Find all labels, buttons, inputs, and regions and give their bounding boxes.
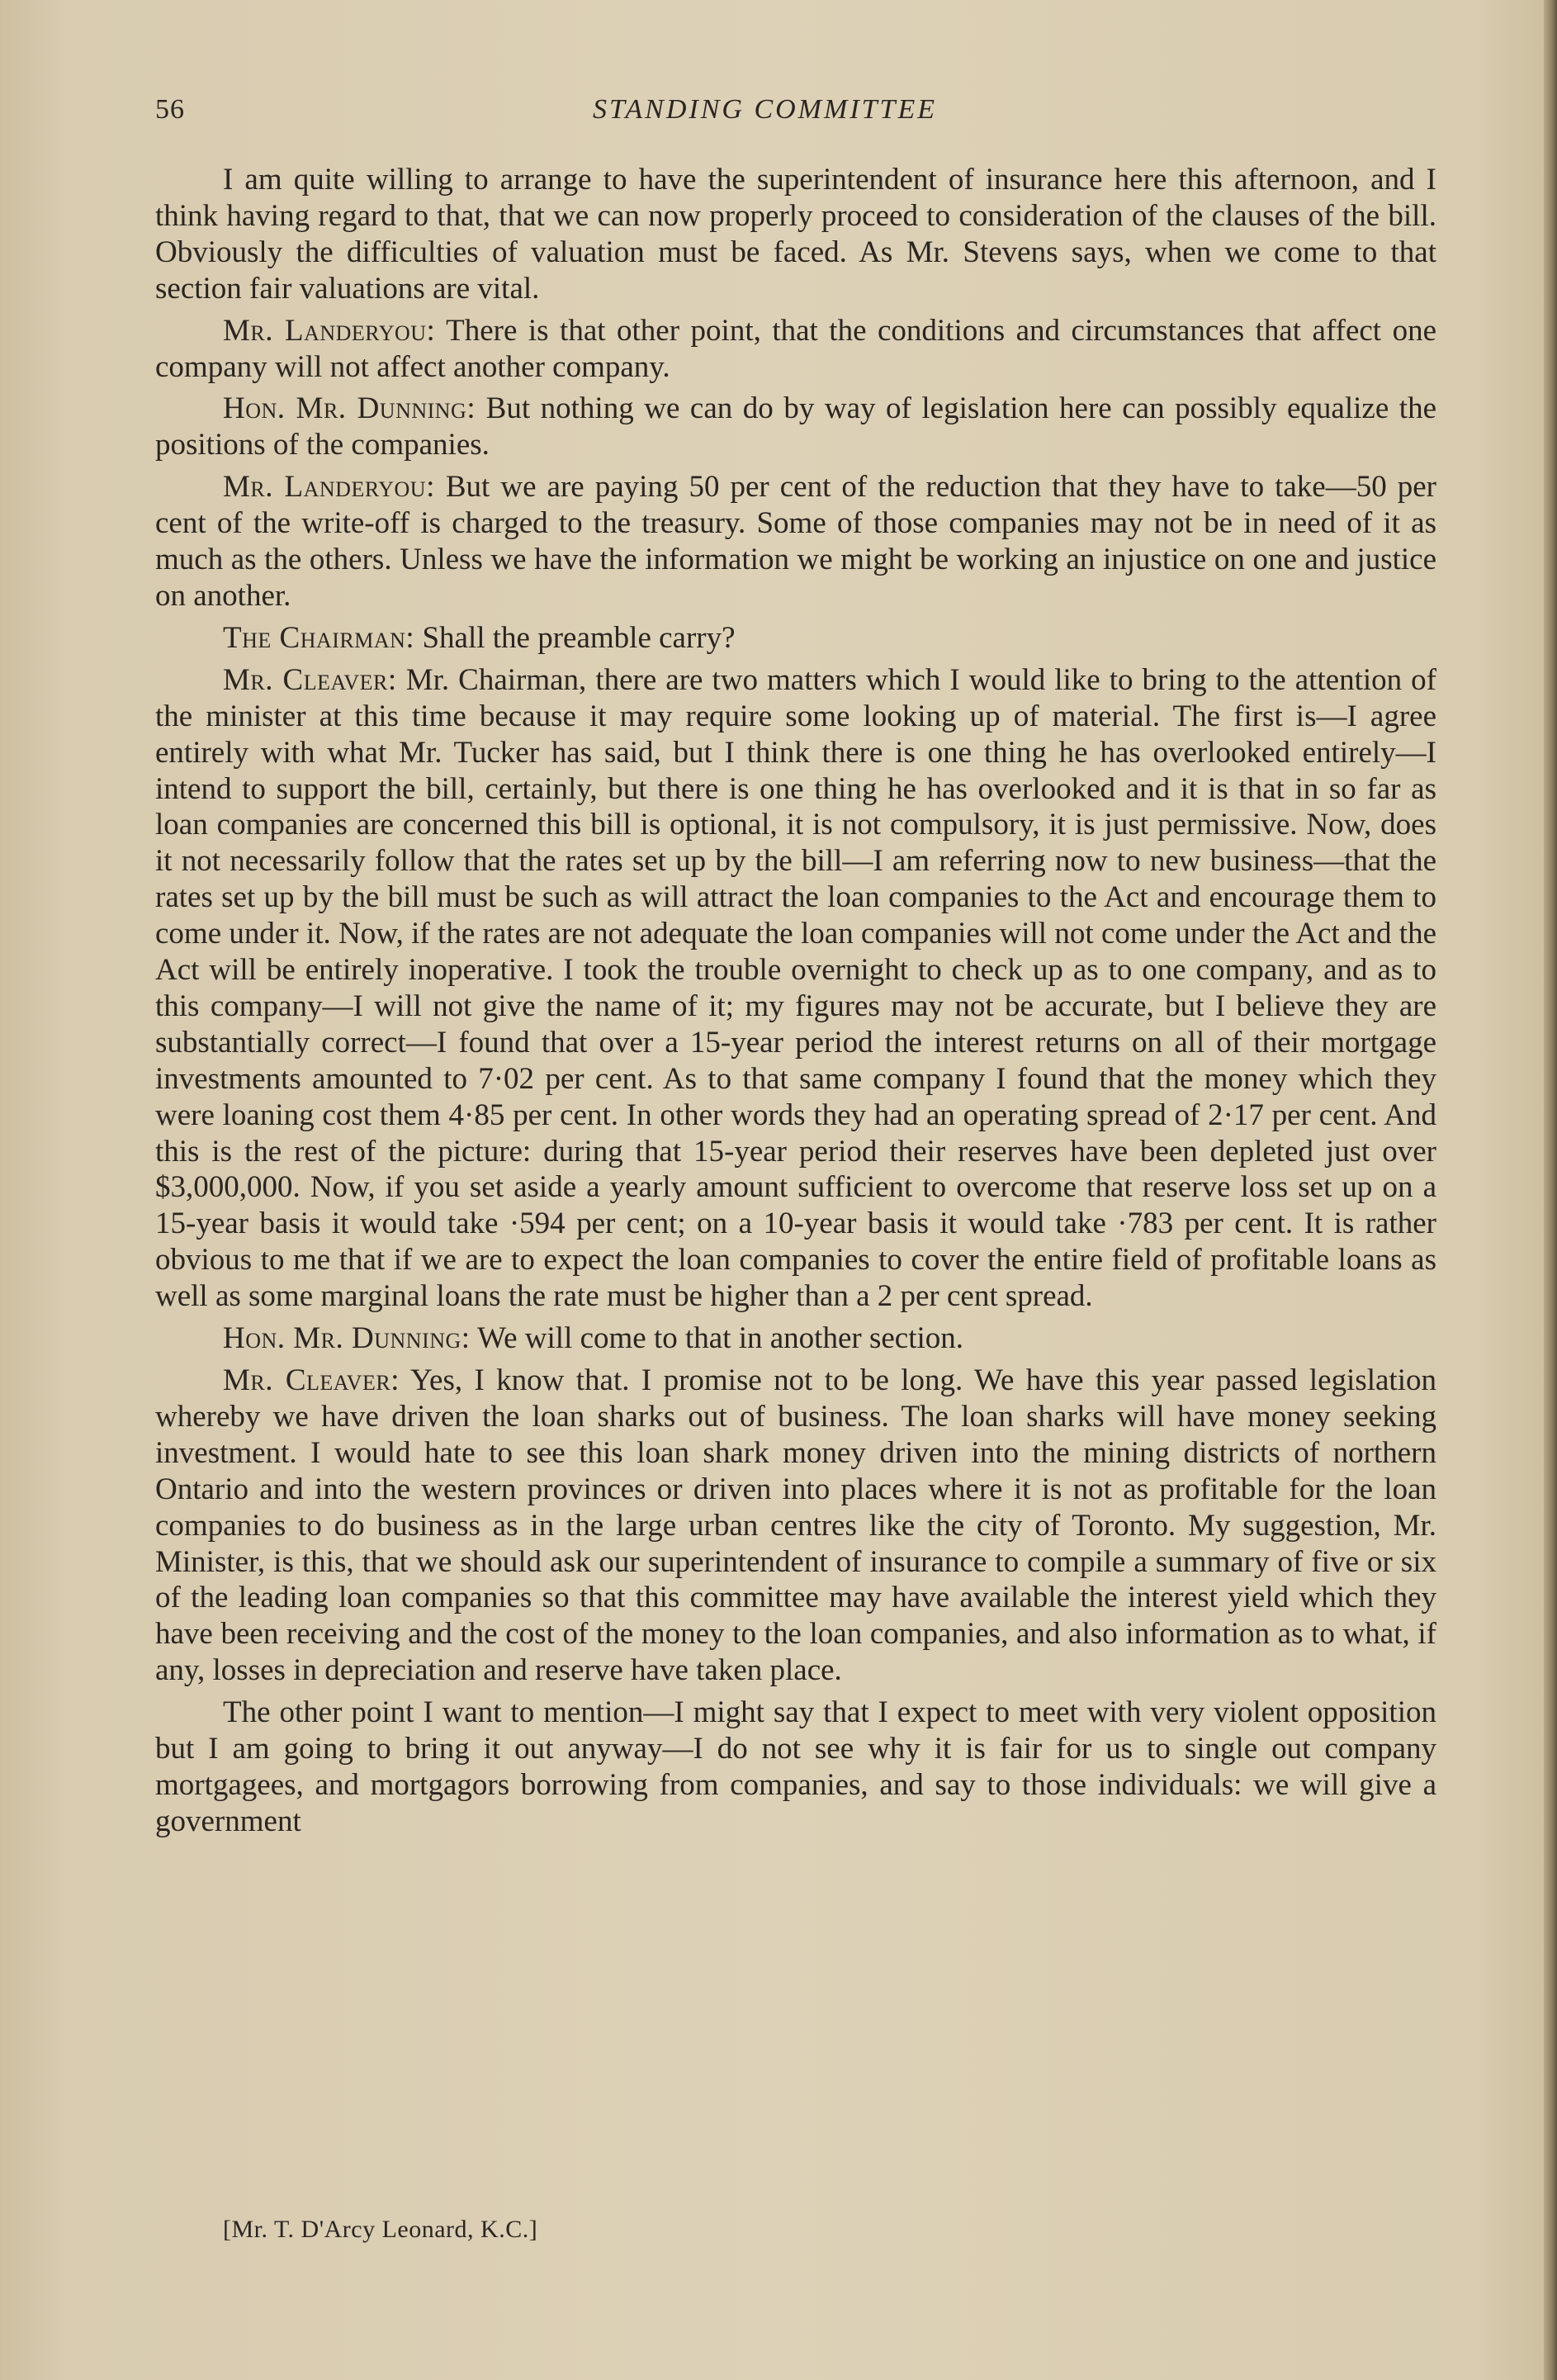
paragraph-text: There is that other point, that the conditions and circumstances that affect one company will not affect another company. [155, 313, 1436, 384]
page-edge-shadow [1544, 0, 1557, 2380]
paragraph-text: But we are paying 50 per cent of the reduction that they have to take—50 per cent of the write-off is charged to the treasury. Some of those companies may not be in need of it as much as the others. Unless we have the information we might be working an injustice on one and justice on another. [155, 470, 1436, 613]
paragraph-text: The other point I want to mention—I might say that I expect to meet with very violent opposition but I am going to bring it out anyway—I do not see why it is fair for us to single out company mortgagees, and mortgagors borrowing from companies, and say to those individuals: we will give a government [155, 1695, 1436, 1838]
page-body [155, 162, 1436, 1846]
paragraph-text: We will come to that in another section. [477, 1321, 964, 1356]
paragraph-text: Shall the preamble carry? [422, 620, 736, 655]
paragraph [155, 469, 1436, 614]
paragraph [155, 1363, 1436, 1689]
speaker-footnote: [Mr. T. D'Arcy Leonard, K.C.] [223, 2216, 538, 2243]
paragraph [155, 162, 1436, 307]
speaker-name: Mr. Landeryou: [223, 313, 436, 348]
paragraph-text: But nothing we can do by way of legislation here can possibly equalize the positions of the companies. [155, 391, 1436, 462]
paragraph [155, 662, 1436, 1315]
paragraph [155, 620, 1436, 657]
paragraph [155, 313, 1436, 386]
paragraph-text: Mr. Chairman, there are two matters which I would like to bring to the attention of the minister at this time because it may require some looking up of material. The first is—I agree entirely with what Mr. Tucker has said, but I think there is one thing he has overlooked entirely—I intend to support the bill, certainly, but there is one thing he has overlooked and it is that in so far as loan companies are concerned this bill is optional, it is not compulsory, it is just permissive. Now, does it not necessarily follow that the rates set up by the bill—I am referring now to new business—that the rates set up by the bill must be such as will attract the loan companies to the Act and encourage them to come under it. Now, if the rates are not adequate the loan companies will not come under the Act and the Act will be entirely inoperative. I took the trouble overnight to check up as to one company, and as to this company—I will not give the name of it; my figures may not be accurate, but I believe they are substantially correct—I found that over a 15-year period the interest returns on all of their mortgage investments amounted to 7·02 per cent. As to that same company I found that the money which they were loaning cost them 4·85 per cent. In other words they had an operating spread of 2·17 per cent. And this is the rest of the picture: during that 15-year period their reserves have been depleted just over $3,000,000. Now, if you set aside a yearly amount sufficient to overcome that reserve loss set up on a 15-year basis it would take ·594 per cent; on a 10-year basis it would take ·783 per cent. It is rather obvious to me that if we are to expect the loan companies to cover the entire field of profitable loans as well as some marginal loans the rate must be higher than a 2 per cent spread. [155, 662, 1437, 1314]
paragraph [155, 1320, 1436, 1357]
speaker-name: Hon. Mr. Dunning: [223, 391, 476, 426]
paragraph-text: Yes, I know that. I promise not to be long. We have this year passed legislation whereby we have driven the loan sharks out of business. The loan sharks will have money seeking investment. I would hate to see this loan shark money driven into the mining districts of northern Ontario and into the western provinces or driven into places where it is not as profitable for the loan companies to do business as in the large urban centres like the city of Toronto. My suggestion, Mr. Minister, is this, that we should ask our superintendent of insurance to compile a summary of five or six of the leading loan companies so that this committee may have available the interest yield which they have been receiving and the cost of the money to the loan companies, and also information as to what, if any, losses in depreciation and reserve have taken place. [155, 1363, 1436, 1688]
speaker-name: The Chairman: [223, 620, 415, 655]
speaker-name: Hon. Mr. Dunning: [223, 1321, 471, 1356]
paragraph [155, 1695, 1436, 1840]
speaker-name: Mr. Cleaver: [223, 1363, 400, 1397]
paragraph [155, 391, 1436, 463]
speaker-name: Mr. Landeryou: [223, 470, 435, 505]
paragraph-text: I am quite willing to arrange to have the superintendent of insurance here this afternoon, and I think having regard to that, that we can now properly proceed to consideration of the clauses of the bill. Obviously the difficulties of valuation must be faced. As Mr. Stevens says, when we come to that section fair valuations are vital. [155, 163, 1436, 306]
speaker-name: Mr. Cleaver: [223, 662, 397, 697]
page-number: 56 [155, 94, 185, 125]
running-head: STANDING COMMITTEE [593, 94, 937, 125]
page-header [155, 89, 1435, 130]
